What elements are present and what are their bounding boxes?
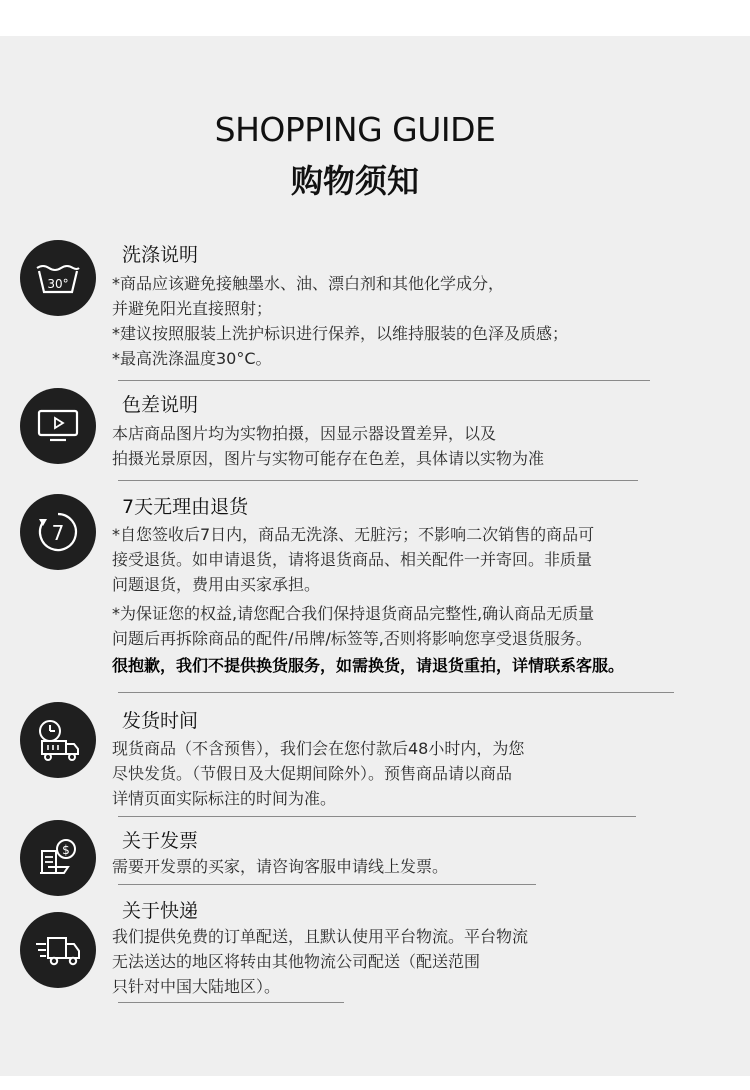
section-line: *建议按照服装上洗护标识进行保养，以维持服装的色泽及质感； xyxy=(112,324,569,343)
section-line: 我们提供免费的订单配送，且默认使用平台物流。平台物流 xyxy=(112,927,529,946)
seven-day-return-icon xyxy=(20,494,96,570)
page-title-cn: 购物须知 xyxy=(290,162,419,200)
section-title: 关于发票 xyxy=(122,830,199,852)
washing-30-icon xyxy=(20,240,96,316)
section-line: 需要开发票的买家，请咨询客服申请线上发票。 xyxy=(112,857,449,876)
section-line: *自您签收后7日内，商品无洗涤、无脏污；不影响二次销售的商品可 xyxy=(112,525,595,544)
section-title: 色差说明 xyxy=(122,394,199,416)
divider xyxy=(118,816,636,817)
section-line: 问题退货，费用由买家承担。 xyxy=(112,575,321,594)
page-title-en: SHOPPING GUIDE xyxy=(214,110,496,149)
section-title: 7天无理由退货 xyxy=(122,496,249,518)
section-line: 现货商品（不含预售），我们会在您付款后48小时内，为您 xyxy=(112,739,525,758)
divider xyxy=(118,692,674,693)
section-line: 尽快发货。（节假日及大促期间除外）。预售商品请以商品 xyxy=(112,764,513,783)
section-title: 洗涤说明 xyxy=(122,244,199,266)
section-line: 问题后再拆除商品的配件/吊牌/标签等,否则将影响您享受退货服务。 xyxy=(112,629,592,648)
section-line: *为保证您的权益,请您配合我们保持退货商品完整性,确认商品无质量 xyxy=(112,604,595,623)
section-line: 无法送达的地区将转由其他物流公司配送（配送范围 xyxy=(112,952,481,971)
section-line: 拍摄光景原因，图片与实物可能存在色差，具体请以实物为准 xyxy=(112,449,545,468)
section-title: 关于快递 xyxy=(122,900,199,922)
delivery-time-icon xyxy=(20,702,96,778)
invoice-icon xyxy=(20,820,96,896)
section-line: *商品应该避免接触墨水、油、漂白剂和其他化学成分， xyxy=(112,274,505,293)
svg-text:$: $ xyxy=(62,843,70,857)
express-truck-icon xyxy=(20,912,96,988)
divider xyxy=(118,884,536,885)
divider xyxy=(118,380,650,381)
section-line: *最高洗涤温度30°C。 xyxy=(112,349,272,368)
section-line: 详情页面实际标注的时间为准。 xyxy=(112,789,337,808)
divider xyxy=(118,480,638,481)
section-title: 发货时间 xyxy=(122,710,199,732)
section-line: 接受退货。如申请退货，请将退货商品、相关配件一并寄回。非质量 xyxy=(112,550,593,569)
divider xyxy=(118,1002,344,1003)
monitor-icon xyxy=(20,388,96,464)
section-line: 只针对中国大陆地区）。 xyxy=(112,977,281,996)
svg-text:7: 7 xyxy=(51,521,65,545)
section-line: 并避免阳光直接照射； xyxy=(112,299,273,318)
section-line: 本店商品图片均为实物拍摄，因显示器设置差异，以及 xyxy=(112,424,497,443)
section-line-emphasis: 很抱歉，我们不提供换货服务，如需换货，请退货重拍，详情联系客服。 xyxy=(112,656,625,675)
svg-text:30°: 30° xyxy=(47,277,69,291)
